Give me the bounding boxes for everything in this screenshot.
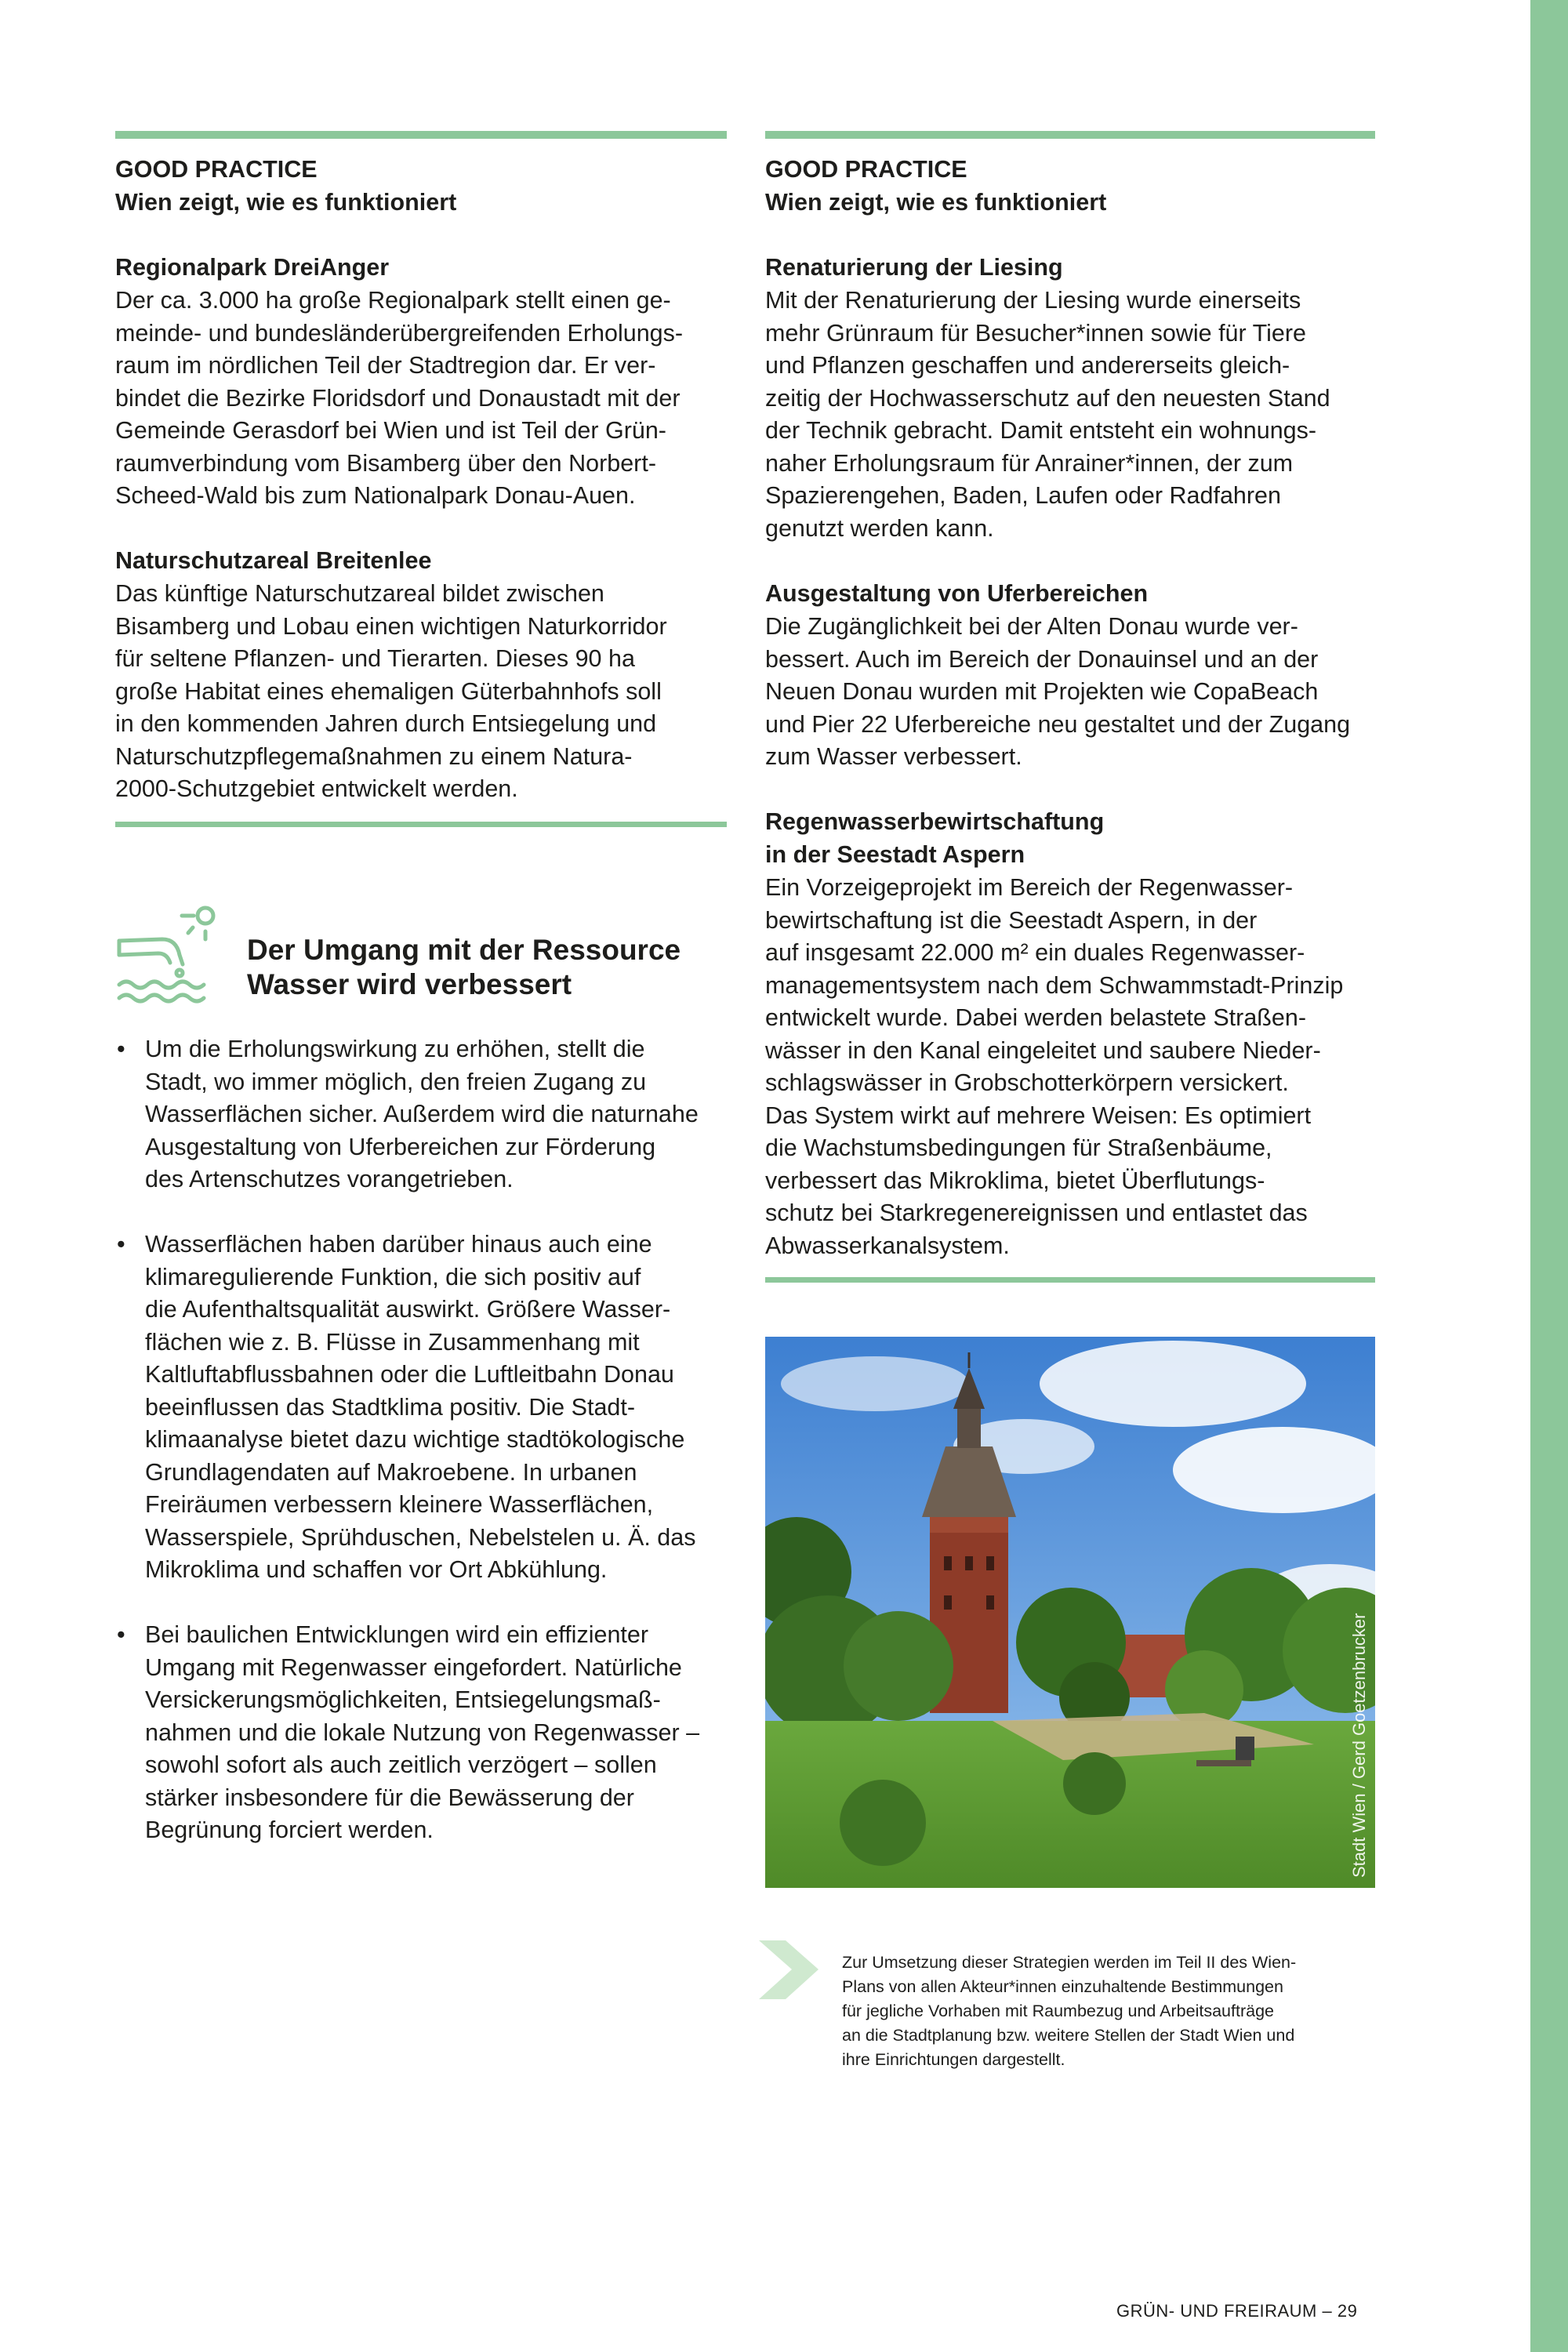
practice-heading: in der Seestadt Aspern	[765, 841, 1025, 868]
chevron-right-icon	[759, 1940, 823, 1999]
section-title: Wasser wird verbessert	[247, 968, 572, 1000]
good-practice-subtitle: Wien zeigt, wie es funktioniert	[115, 189, 457, 216]
water-tap-icon	[115, 900, 225, 1006]
practice-text: Mit der Renaturierung der Liesing wurde einerseits mehr Grünraum für Besucher*innen sowie für Tiere und Pflanzen geschaffen und andererseits gleich- zeitig der Hochwasserschutz auf den neuesten Stand der Technik gebracht. Damit entsteht ein wohnungs- naher Erholungsraum für Anrainer*innen, der zum Spazierengehen, Baden, Laufen oder Radfahren genutzt werden kann.	[765, 287, 1330, 542]
practice-text: Das künftige Naturschutzareal bildet zwischen Bisamberg und Lobau einen wichtigen Naturkorridor für seltene Pflanzen- und Tierarten. Dieses 90 ha große Habitat eines ehemaligen Güterbahnhofs soll in den kommenden Jahren durch Entsiegelung und Naturschutzpflegemaßnahmen zu einem Natura- 2000-Schutzgebiet entwickelt werden.	[115, 580, 667, 802]
box-bottom-rule	[765, 1277, 1375, 1283]
section-title: Der Umgang mit der Ressource	[247, 934, 681, 966]
photo-credit: Stadt Wien / Gerd Goetzenbrucker	[1349, 1613, 1369, 1878]
practice-heading: Naturschutzareal Breitenlee	[115, 547, 432, 574]
practice-text: Der ca. 3.000 ha große Regionalpark stellt einen ge- meinde- und bundesländerübergreifenden Erholungs- raum im nördlichen Teil der Stadtregion dar. Er ver- bindet die Bezirke Floridsdorf und Donaustadt mit der Gemeinde Gerasdorf bei Wien und ist Teil der Grün- raumverbindung vom Bisamberg über den Norbert- Scheed-Wald bis zum Nationalpark Donau-Auen.	[115, 287, 684, 509]
park-water-tower-photo	[765, 1337, 1375, 1888]
box-top-rule	[765, 131, 1375, 139]
box-top-rule	[115, 131, 727, 139]
list-item: • Um die Erholungswirkung zu erhöhen, stellt die Stadt, wo immer möglich, den freien Zugang zu Wasserflächen sicher. Außerdem wird die naturnahe Ausgestaltung von Uferbereichen zur Förderung des Artenschutzes vorangetrieben.	[115, 1033, 742, 1196]
practice-heading: Regionalpark DreiAnger	[115, 254, 390, 281]
practice-heading: Regenwasserbewirtschaftung	[765, 808, 1105, 835]
practice-heading: Ausgestaltung von Uferbereichen	[765, 580, 1149, 607]
box-bottom-rule	[115, 822, 727, 827]
page-footer: GRÜN- UND FREIRAUM – 29	[1116, 2301, 1358, 2321]
bullet-list	[115, 1033, 742, 1879]
good-practice-label: GOOD PRACTICE	[115, 156, 318, 183]
practice-text: Ein Vorzeigeprojekt im Bereich der Regenwasser- bewirtschaftung ist die Seestadt Aspern, in der auf insgesamt 22.000 m² ein duales Regenwasser- managementsystem nach dem Schwammstadt-Prinzip entwickelt wurde. Dabei werden belastete Straßen- wässer in den Kanal eingeleitet und saubere Nieder- schlagswässer in Grobschotterkörpern versickert. Das System wirkt auf mehrere Weisen: Es optimiert die Wachstumsbedingungen für Straßenbäume, verbessert das Mikroklima, bietet Überflutungs- schutz bei Starkregenereignissen und entlastet das Abwasserkanalsystem.	[765, 874, 1344, 1259]
practice-text: Die Zugänglichkeit bei der Alten Donau wurde ver- bessert. Auch im Bereich der Donauinsel und an der Neuen Donau wurden mit Projekten wie CopaBeach und Pier 22 Uferbereiche neu gestaltet und der Zugang zum Wasser verbessert.	[765, 613, 1351, 770]
side-color-bar	[1530, 0, 1568, 2352]
good-practice-label: GOOD PRACTICE	[765, 156, 967, 183]
note-text: Zur Umsetzung dieser Strategien werden im Teil II des Wien- Plans von allen Akteur*innen einzuhaltende Bestimmungen für jegliche Vorhaben mit Raumbezug und Arbeitsaufträge an die Stadtplanung bzw. weitere Stellen der Stadt Wien und ihre Einrichtungen dargestellt.	[842, 1953, 1297, 2069]
list-item: • Bei baulichen Entwicklungen wird ein effizienter Umgang mit Regenwasser eingefordert. Natürliche Versickerungsmöglichkeiten, Entsiegelungsmaß- nahmen und die lokale Nutzung von Regenwasser – sowohl sofort als auch zeitlich verzögert – sollen stärker insbesondere für die Bewässerung der Begrünung forciert werden.	[115, 1619, 742, 1847]
list-item: • Wasserflächen haben darüber hinaus auch eine klimaregulierende Funktion, die sich positiv auf die Aufenthaltsqualität auswirkt. Größere Wasser- flächen wie z. B. Flüsse in Zusammenhang mit Kaltluftabflussbahnen oder die Luftleitbahn Donau beeinflussen das Stadtklima positiv. Die Stadt- klimaanalyse bietet dazu wichtige stadtökologische Grundlagendaten auf Makroebene. In urbanen Freiräumen verbessern kleinere Wasserflächen, Wasserspiele, Sprühduschen, Nebelstelen u. Ä. das Mikroklima und schaffen vor Ort Abkühlung.	[115, 1229, 742, 1587]
practice-heading: Renaturierung der Liesing	[765, 254, 1063, 281]
good-practice-subtitle: Wien zeigt, wie es funktioniert	[765, 189, 1107, 216]
